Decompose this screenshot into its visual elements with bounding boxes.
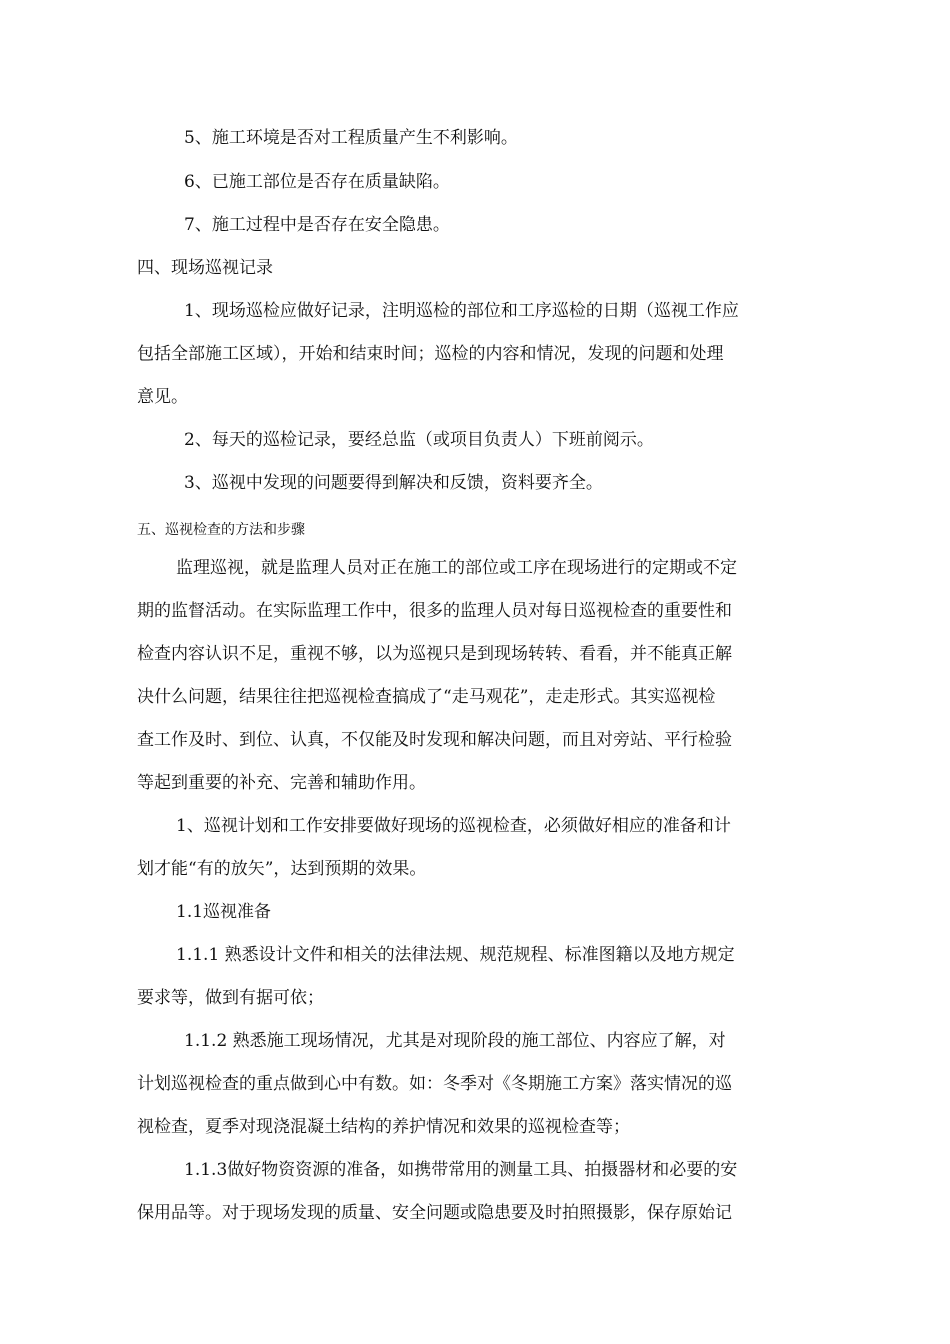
text-line: 1.1.2 熟悉施工现场情况，尤其是对现阶段的施工部位、内容应了解，对 bbox=[184, 1031, 726, 1051]
text-line: 划才能“有的放矢”，达到预期的效果。 bbox=[137, 859, 427, 879]
text-line: 1.1.1 熟悉设计文件和相关的法律法规、规范规程、标准图籍以及地方规定 bbox=[176, 945, 735, 965]
section-heading: 四、现场巡视记录 bbox=[137, 258, 273, 278]
text-line: 5、施工环境是否对工程质量产生不利影响。 bbox=[184, 128, 518, 148]
text-line: 等起到重要的补充、完善和辅助作用。 bbox=[137, 773, 426, 793]
text-line: 1、巡视计划和工作安排要做好现场的巡视检查，必须做好相应的准备和计 bbox=[176, 816, 731, 836]
text-line: 保用品等。对于现场发现的质量、安全问题或隐患要及时拍照摄影，保存原始记 bbox=[137, 1203, 732, 1223]
text-line: 查工作及时、到位、认真，不仅能及时发现和解决问题，而且对旁站、平行检验 bbox=[137, 730, 732, 750]
text-line: 6、已施工部位是否存在质量缺陷。 bbox=[184, 172, 450, 192]
sub-heading: 1.1巡视准备 bbox=[176, 902, 272, 922]
text-line: 视检查，夏季对现浇混凝土结构的养护情况和效果的巡视检查等； bbox=[137, 1117, 630, 1137]
text-line: 检查内容认识不足，重视不够，以为巡视只是到现场转转、看看，并不能真正解 bbox=[137, 644, 732, 664]
text-line: 1、现场巡检应做好记录，注明巡检的部位和工序巡检的日期（巡视工作应 bbox=[184, 301, 739, 321]
text-line: 2、每天的巡检记录，要经总监（或项目负责人）下班前阅示。 bbox=[184, 430, 654, 450]
text-line: 1.1.3做好物资资源的准备，如携带常用的测量工具、拍摄器材和必要的安 bbox=[184, 1160, 738, 1180]
text-line: 决什么问题，结果往往把巡视检查搞成了“走马观花”，走走形式。其实巡视检 bbox=[137, 687, 716, 707]
text-line: 监理巡视，就是监理人员对正在施工的部位或工序在现场进行的定期或不定 bbox=[176, 558, 737, 578]
text-line: 7、施工过程中是否存在安全隐患。 bbox=[184, 215, 450, 235]
text-line: 意见。 bbox=[137, 387, 188, 407]
section-heading: 五、巡视检查的方法和步骤 bbox=[137, 522, 305, 538]
text-line: 计划巡视检查的重点做到心中有数。如：冬季对《冬期施工方案》落实情况的巡 bbox=[137, 1074, 732, 1094]
text-line: 包括全部施工区域），开始和结束时间；巡检的内容和情况，发现的问题和处理 bbox=[137, 344, 724, 364]
text-line: 期的监督活动。在实际监理工作中，很多的监理人员对每日巡视检查的重要性和 bbox=[137, 601, 732, 621]
text-line: 3、巡视中发现的问题要得到解决和反馈，资料要齐全。 bbox=[184, 473, 603, 493]
text-line: 要求等，做到有据可依； bbox=[137, 988, 324, 1008]
